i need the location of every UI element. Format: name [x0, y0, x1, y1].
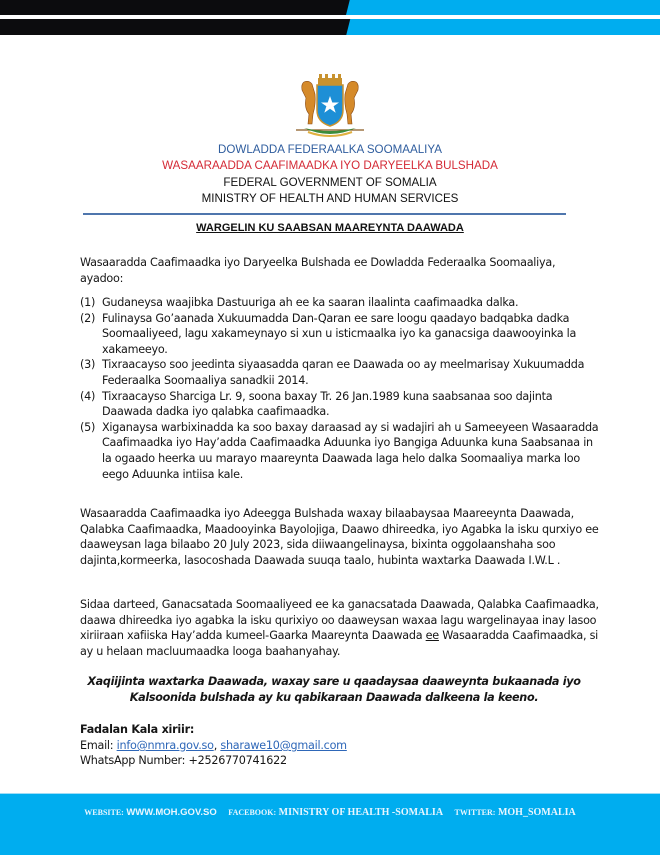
stripe-blue-segment	[346, 19, 660, 35]
list-item-number: (2)	[80, 311, 96, 325]
footer-facebook[interactable]: MINISTRY OF HEALTH -SOMALIA	[278, 807, 444, 818]
email-label: Email:	[80, 739, 114, 752]
whatsapp-number: +2526770741622	[188, 754, 287, 767]
whatsapp-label: WhatsApp Number:	[80, 754, 186, 767]
notice-underlined-word: ee	[425, 629, 439, 643]
list-item	[80, 295, 600, 311]
letterhead-ministry-somali: WASAARAADDA CAAFIMAADKA IYO DARYEELKA BULSHADA	[162, 159, 498, 172]
list-item	[80, 311, 600, 358]
list-item	[80, 389, 600, 420]
list-item-text: Tixraacayso soo jeedinta siyaasadda qaran ee Daawada oo ay meelmarisay Xukuumadda Federaalka Soomaaliya sanadkii 2014.	[102, 358, 585, 387]
contact-heading: Fadalan Kala xiriir:	[80, 723, 195, 736]
notice-tail: Wasaaradda Caafimaadka, si ay u helaan macluumaadka looga baahanyahay.	[80, 629, 599, 658]
announcement-paragraph: Wasaaradda Caafimaadka iyo Adeegga Bulshada waxay bilaabaysaa Maareeynta Daawada, Qalabka Caafimaadka, Maadooyinka Bayolojiga, Daawo dhireedka, iyo Agabka la isku qurxiyo ee daaweysan laga bilaabo 20 July 2023, sida diiwaangelinaysa, bixinta oggolaanshaha soo dajinta,kormeerka, lasocoshada Daawada suuqa taalo, hubinta waxtarka Daawada I.W.L .	[80, 507, 599, 567]
footer-bar	[0, 793, 660, 855]
footer-website-label: WEBSITE:	[84, 808, 124, 817]
list-item-text: Fulinaysa Go’aanada Xukuumadda Dan-Qaran ee sare loogu qaadayo badqabka dadka Soomaaliyeed, lagu xakameynayo si xun u isticmaalka iyo ka ganacsiga daawooyinka la xakameeyo.	[102, 311, 577, 356]
header-stripe-bottom	[0, 19, 660, 35]
list-item-text: Gudaneysa waajibka Dastuuriga ah ee ka saaran ilaalinta caafimaadka dalka.	[102, 296, 519, 309]
footer-twitter[interactable]: MOH_SOMALIA	[497, 807, 576, 818]
list-item	[80, 420, 600, 482]
document-title: WARGELIN KU SAABSAN MAAREYNTA DAAWADA	[196, 222, 464, 234]
email-link-nmra[interactable]: info@nmra.gov.so	[116, 739, 214, 752]
email-link-gmail[interactable]: sharawe10@gmail.com	[220, 739, 347, 752]
emphasis-statement: Xaqiijinta waxtarka Daawada, waxay sare u qaadaysaa daaweynta bukaanada iyo Kalsoonida bulshada ay ku qabikaraan Daawada dalkeena la keeno.	[87, 675, 581, 704]
intro-paragraph: Wasaaradda Caafimaadka iyo Daryeelka Bulshada ee Dowladda Federaalka Soomaaliya, ayadoo:	[80, 256, 556, 285]
contact-whatsapp-line	[80, 753, 600, 769]
letterhead-divider	[83, 213, 566, 215]
list-item	[80, 357, 600, 388]
footer-facebook-label: FACEBOOK:	[228, 808, 277, 817]
email-separator: ,	[213, 739, 218, 752]
somalia-coat-of-arms-icon	[282, 74, 378, 140]
list-item-number: (4)	[80, 389, 96, 403]
list-item-number: (5)	[80, 420, 96, 434]
list-item-number: (1)	[80, 296, 96, 309]
letterhead-government-somali: DOWLADDA FEDERAALKA SOOMAALIYA	[218, 143, 442, 156]
stripe-blue-segment	[346, 0, 660, 15]
considerations-list	[80, 295, 600, 482]
notice-text: Sidaa darteed, Ganacsatada Soomaaliyeed ee ka ganacsatada Daawada, Qalabka Caafimaadka, daawa dhireedka iyo agabka la isku qurixiyo oo daaweysan waxaa lagu wargelinayaa inay lasoo xiriiraan xafiiska Hay’adda kumeel-Gaarka Maareynta Daawada	[80, 598, 599, 643]
footer-twitter-label: TWITTER:	[454, 808, 496, 817]
list-item-number: (3)	[80, 358, 96, 372]
notice-paragraph	[80, 597, 600, 659]
contact-email-line	[80, 738, 600, 754]
footer-website[interactable]: WWW.MOH.GOV.SO	[126, 807, 217, 818]
footer-contacts	[0, 807, 660, 818]
list-item-text: Xiganaysa warbixinadda ka soo baxay daraasad ay si wadajiri ah u Sameeyeen Wasaaradda Caafimaadka iyo Hay’adda Caafimaadka Aduunka iyo Bangiga Aduunka kuna Saabsanaa in la ogaado heerka uu marayo maareynta Daawada laga helo dalka Soomaaliya marka loo eego Aduunka intiisa kale.	[102, 420, 599, 481]
header-stripe-top	[0, 0, 660, 15]
letterhead-government-english: FEDERAL GOVERNMENT OF SOMALIA	[223, 176, 437, 189]
list-item-text: Tixraacayso Sharciga Lr. 9, soona baxay Tr. 26 Jan.1989 kuna saabsanaa soo dajinta Daawada dadka iyo qalabka caafimaadka.	[102, 389, 553, 419]
letterhead-ministry-english: MINISTRY OF HEALTH AND HUMAN SERVICES	[201, 192, 459, 205]
